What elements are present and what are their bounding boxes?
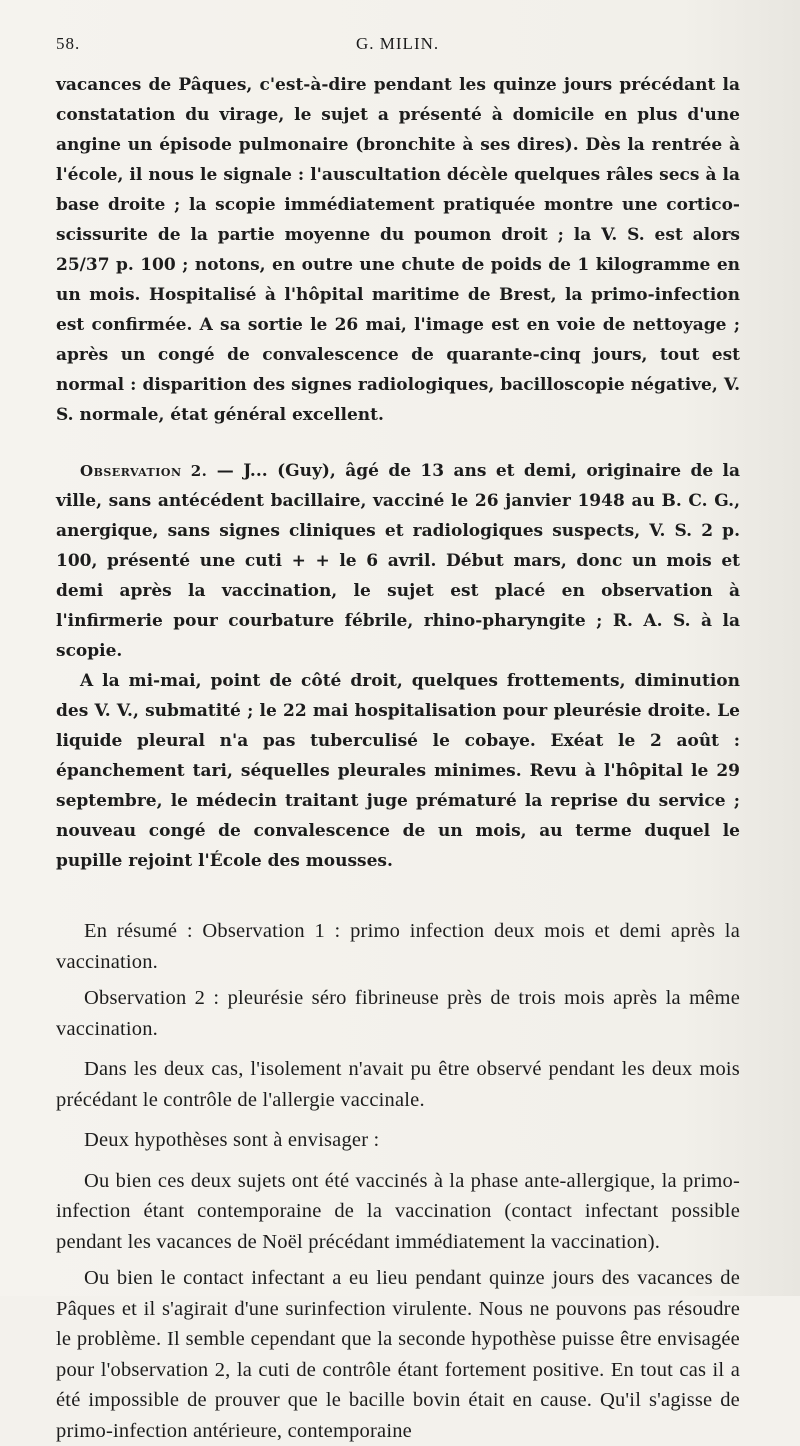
running-head: G. MILIN.	[356, 34, 440, 53]
summary-paragraph-5: Ou bien ces deux sujets ont été vaccinés à la phase ante-allergique, la primo-infection étant contemporaine de la vaccination (contact infectant possible pendant les vacances de Noël précédant immédiatement la vaccination).	[56, 1169, 740, 1253]
summary-paragraph-3: Dans les deux cas, l'isolement n'avait pu être observé pendant les deux mois précédant le contrôle de l'allergie vaccinale.	[56, 1058, 740, 1111]
page-body	[56, 70, 740, 1446]
observation-1-paragraph: vacances de Pâques, c'est-à-dire pendant les quinze jours précédant la constatation du virage, le sujet a présenté à domicile en plus d'une angine un épisode pulmonaire (bronchite à ses dires). Dès la rentrée à l'école, il nous le signale : l'auscultation décèle quelques râles secs à la base droite ; la scopie immédiatement pratiquée montre une cortico-scissurite de la partie moyenne du poumon droit ; la V. S. est alors 25/37 p. 100 ; notons, en outre une chute de poids de 1 kilogramme en un mois. Hospitalisé à l'hôpital maritime de Brest, la primo-infection est confirmée. A sa sortie le 26 mai, l'image est en voie de nettoyage ; après un congé de convalescence de quarante-cinq jours, tout est normal : disparition des signes radiologiques, bacilloscopie négative, V. S. normale, état général excellent.	[56, 75, 740, 425]
summary-paragraph-1: En résumé : Observation 1 : primo infection deux mois et demi après la vaccination.	[56, 920, 740, 973]
observation-2-text: — J... (Guy), âgé de 13 ans et demi, originaire de la ville, sans antécédent bacillaire, vacciné le 26 janvier 1948 au B. C. G., anergique, sans signes cliniques et radiologiques suspects, V. S. 2 p. 100, présenté une cuti + + le 6 avril. Début mars, donc un mois et demi après la vaccination, le sujet est placé en observation à l'infirmerie pour courbature fébrile, rhino-pharyngite ; R. A. S. à la scopie.	[56, 461, 741, 661]
summary-paragraph-6: Ou bien le contact infectant a eu lieu pendant quinze jours des vacances de Pâques et il s'agirait d'une surinfection virulente. Nous ne pouvons pas résoudre le problème. Il semble cependant que la seconde hypothèse puisse être envisagée pour l'observation 2, la cuti de contrôle étant fortement positive. En tout cas il a été impossible de prouver que le bacille bovin était en cause. Qu'il s'agisse de primo-infection antérieure, contemporaine	[56, 1267, 740, 1442]
observation-2-paragraph-1	[56, 456, 740, 666]
page-header	[56, 34, 760, 58]
observation-2-paragraph-2: A la mi-mai, point de côté droit, quelques frottements, diminution des V. V., submatité ; le 22 mai hospitalisation pour pleurésie droite. Le liquide pleural n'a pas tuberculisé le cobaye. Exéat le 2 août : épanchement tari, séquelles pleurales minimes. Revu à l'hôpital le 29 septembre, le médecin traitant juge prématuré la reprise du service ; nouveau congé de convalescence de un mois, au terme duquel le pupille rejoint l'École des mousses.	[56, 671, 740, 871]
observation-2-label: Observation 2.	[80, 462, 208, 480]
summary-paragraph-2: Observation 2 : pleurésie séro fibrineuse près de trois mois après la même vaccination.	[56, 987, 740, 1040]
page-number: 58.	[56, 34, 81, 53]
summary-paragraph-4: Deux hypothèses sont à envisager :	[84, 1129, 380, 1151]
